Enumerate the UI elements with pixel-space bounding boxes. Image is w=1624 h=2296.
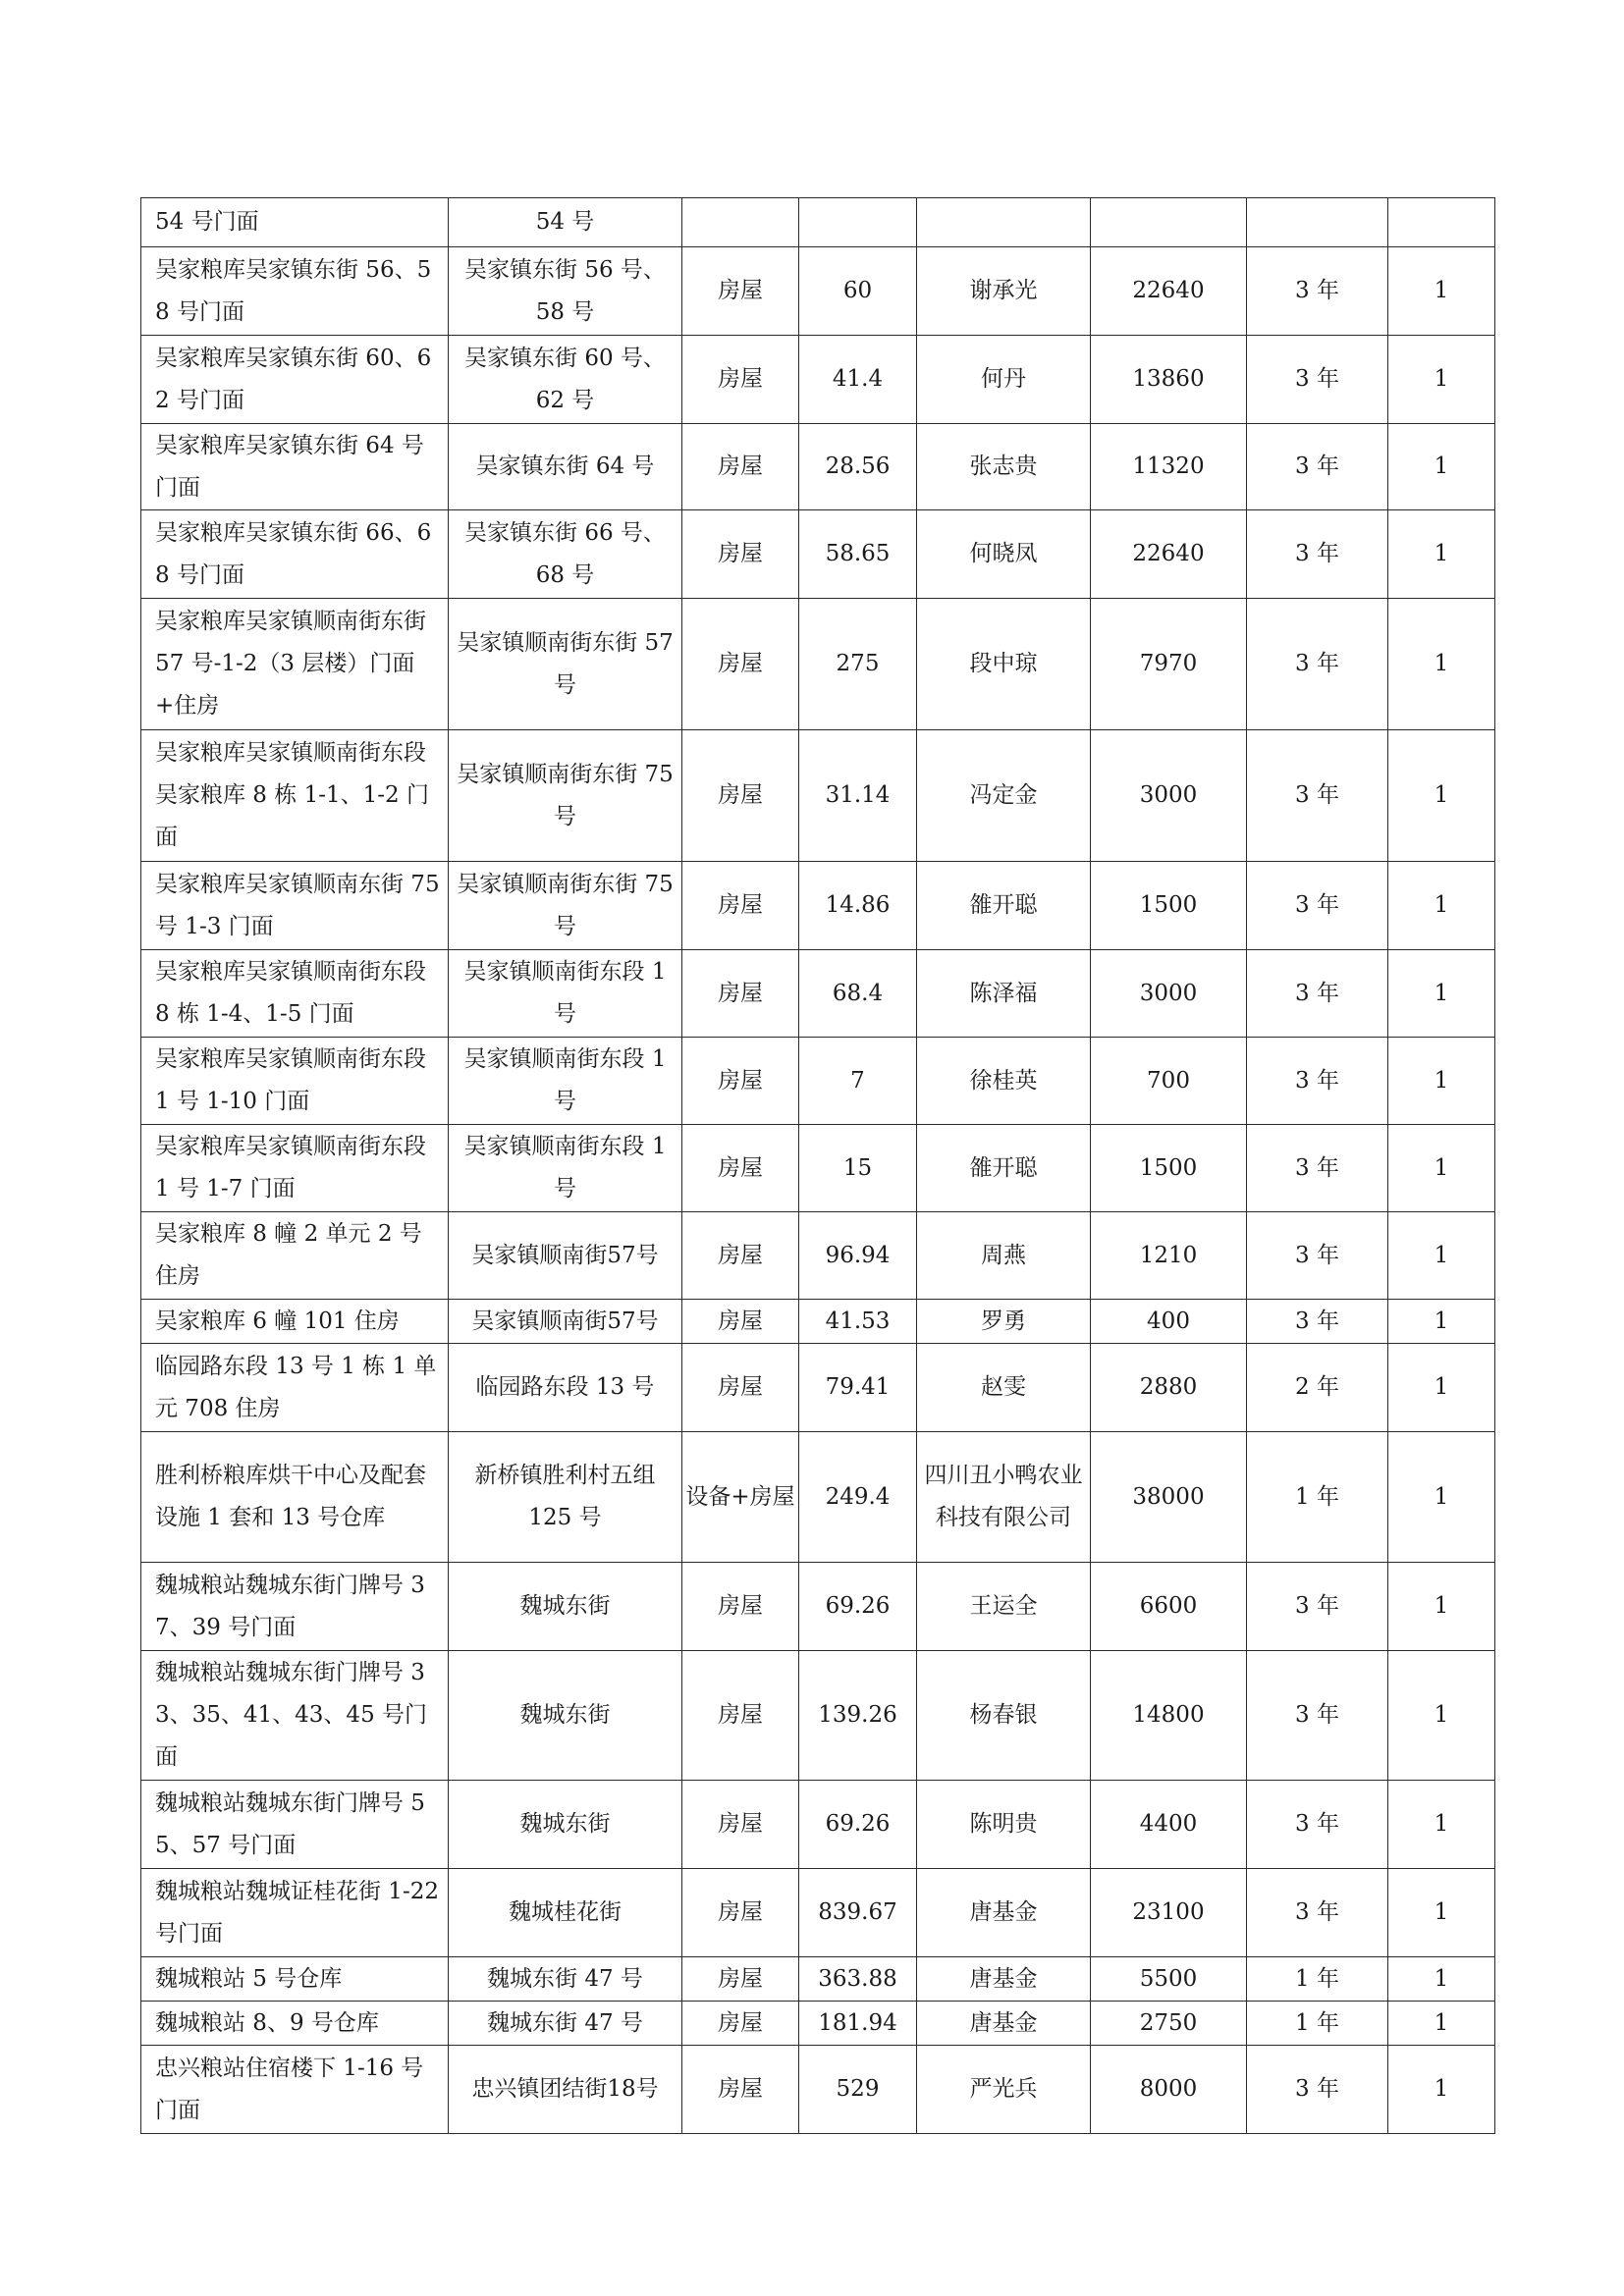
table-row [141, 1781, 1495, 1869]
asset-type-cell: 设备+房屋 [682, 1432, 799, 1563]
rent-cell: 23100 [1091, 1869, 1247, 1957]
count-cell: 1 [1388, 424, 1495, 510]
area-cell: 275 [799, 599, 917, 730]
asset-name-cell: 忠兴粮站住宿楼下 1-16 号门面 [141, 2046, 449, 2134]
term-cell: 3 年 [1247, 599, 1388, 730]
asset-name-cell: 临园路东段 13 号 1 栋 1 单元 708 住房 [141, 1344, 449, 1432]
asset-name-cell: 魏城粮站魏城证桂花街 1-22 号门面 [141, 1869, 449, 1957]
asset-name-cell: 吴家粮库吴家镇顺南街东段 1 号 1-10 门面 [141, 1038, 449, 1125]
table-row [141, 1300, 1495, 1344]
lessee-cell: 谢承光 [917, 247, 1091, 336]
area-cell: 181.94 [799, 2002, 917, 2046]
lessee-cell: 唐基金 [917, 1869, 1091, 1957]
table-row [141, 247, 1495, 336]
asset-type-cell: 房屋 [682, 862, 799, 950]
term-cell: 3 年 [1247, 1125, 1388, 1212]
lessee-cell: 冯定金 [917, 730, 1091, 862]
rent-cell: 1210 [1091, 1212, 1247, 1300]
count-cell: 1 [1388, 336, 1495, 424]
asset-type-cell: 房屋 [682, 1212, 799, 1300]
asset-name-cell: 吴家粮库吴家镇顺南东街 75 号 1-3 门面 [141, 862, 449, 950]
lessee-cell: 陈泽福 [917, 950, 1091, 1038]
rent-cell: 11320 [1091, 424, 1247, 510]
asset-name-cell: 胜利桥粮库烘干中心及配套设施 1 套和 13 号仓库 [141, 1432, 449, 1563]
table-row [141, 950, 1495, 1038]
lessee-cell: 罗勇 [917, 1300, 1091, 1344]
asset-type-cell: 房屋 [682, 1957, 799, 2002]
lessee-cell [917, 198, 1091, 247]
table-row [141, 1432, 1495, 1563]
area-cell: 14.86 [799, 862, 917, 950]
location-cell: 魏城东街 [449, 1563, 682, 1651]
asset-name-cell: 吴家粮库吴家镇顺南街东段吴家粮库 8 栋 1-1、1-2 门面 [141, 730, 449, 862]
location-cell: 忠兴镇团结街18号 [449, 2046, 682, 2134]
lessee-cell: 徐桂英 [917, 1038, 1091, 1125]
asset-name-cell: 魏城粮站魏城东街门牌号 55、57 号门面 [141, 1781, 449, 1869]
lessee-cell: 雒开聪 [917, 1125, 1091, 1212]
asset-type-cell: 房屋 [682, 424, 799, 510]
location-cell: 吴家镇东街 56 号、58 号 [449, 247, 682, 336]
asset-name-cell: 吴家粮库 6 幢 101 住房 [141, 1300, 449, 1344]
count-cell: 1 [1388, 1651, 1495, 1781]
area-cell: 41.53 [799, 1300, 917, 1344]
asset-type-cell: 房屋 [682, 1038, 799, 1125]
term-cell: 3 年 [1247, 2046, 1388, 2134]
asset-type-cell: 房屋 [682, 1125, 799, 1212]
area-cell: 79.41 [799, 1344, 917, 1432]
rent-cell: 3000 [1091, 950, 1247, 1038]
asset-name-cell: 吴家粮库吴家镇顺南街东段 8 栋 1-4、1-5 门面 [141, 950, 449, 1038]
count-cell: 1 [1388, 1300, 1495, 1344]
term-cell: 3 年 [1247, 1212, 1388, 1300]
lease-table [140, 197, 1495, 2134]
rent-cell: 38000 [1091, 1432, 1247, 1563]
term-cell: 1 年 [1247, 2002, 1388, 2046]
table-row [141, 510, 1495, 599]
term-cell: 3 年 [1247, 1563, 1388, 1651]
lessee-cell: 陈明贵 [917, 1781, 1091, 1869]
area-cell [799, 198, 917, 247]
rent-cell: 400 [1091, 1300, 1247, 1344]
location-cell: 吴家镇东街 60 号、62 号 [449, 336, 682, 424]
location-cell: 魏城东街 [449, 1651, 682, 1781]
asset-name-cell: 吴家粮库吴家镇东街 66、68 号门面 [141, 510, 449, 599]
area-cell: 15 [799, 1125, 917, 1212]
area-cell: 58.65 [799, 510, 917, 599]
asset-type-cell: 房屋 [682, 247, 799, 336]
table-row [141, 599, 1495, 730]
rent-cell: 13860 [1091, 336, 1247, 424]
area-cell: 68.4 [799, 950, 917, 1038]
rent-cell: 22640 [1091, 510, 1247, 599]
asset-type-cell: 房屋 [682, 2046, 799, 2134]
table-row [141, 1563, 1495, 1651]
term-cell: 3 年 [1247, 1651, 1388, 1781]
count-cell: 1 [1388, 1212, 1495, 1300]
location-cell: 吴家镇顺南街东段 1 号 [449, 1038, 682, 1125]
term-cell: 3 年 [1247, 1038, 1388, 1125]
table-row [141, 730, 1495, 862]
rent-cell: 700 [1091, 1038, 1247, 1125]
asset-type-cell: 房屋 [682, 599, 799, 730]
location-cell: 新桥镇胜利村五组 125 号 [449, 1432, 682, 1563]
rent-cell: 2750 [1091, 2002, 1247, 2046]
location-cell: 吴家镇东街 64 号 [449, 424, 682, 510]
area-cell: 529 [799, 2046, 917, 2134]
area-cell: 139.26 [799, 1651, 917, 1781]
area-cell: 96.94 [799, 1212, 917, 1300]
count-cell: 1 [1388, 510, 1495, 599]
lessee-cell: 四川丑小鸭农业科技有限公司 [917, 1432, 1091, 1563]
asset-name-cell: 吴家粮库吴家镇顺南街东街 57 号-1-2（3 层楼）门面+住房 [141, 599, 449, 730]
table-row [141, 862, 1495, 950]
lessee-cell: 杨春银 [917, 1651, 1091, 1781]
asset-name-cell: 吴家粮库 8 幢 2 单元 2 号住房 [141, 1212, 449, 1300]
table-row [141, 1869, 1495, 1957]
asset-name-cell: 魏城粮站 5 号仓库 [141, 1957, 449, 2002]
asset-type-cell: 房屋 [682, 950, 799, 1038]
lessee-cell: 王运全 [917, 1563, 1091, 1651]
count-cell: 1 [1388, 1038, 1495, 1125]
asset-type-cell: 房屋 [682, 1651, 799, 1781]
location-cell: 吴家镇东街 66 号、68 号 [449, 510, 682, 599]
term-cell: 3 年 [1247, 1300, 1388, 1344]
location-cell: 吴家镇顺南街东街 57 号 [449, 599, 682, 730]
location-cell: 吴家镇顺南街东街 75 号 [449, 862, 682, 950]
lessee-cell: 赵雯 [917, 1344, 1091, 1432]
term-cell: 1 年 [1247, 1432, 1388, 1563]
lessee-cell: 何晓凤 [917, 510, 1091, 599]
location-cell: 吴家镇顺南街东段 1 号 [449, 1125, 682, 1212]
rent-cell: 4400 [1091, 1781, 1247, 1869]
lessee-cell: 张志贵 [917, 424, 1091, 510]
table-body [141, 198, 1495, 2134]
count-cell: 1 [1388, 1563, 1495, 1651]
table-row [141, 1212, 1495, 1300]
table-row [141, 198, 1495, 247]
area-cell: 41.4 [799, 336, 917, 424]
lessee-cell: 何丹 [917, 336, 1091, 424]
term-cell: 3 年 [1247, 1869, 1388, 1957]
lessee-cell: 唐基金 [917, 2002, 1091, 2046]
asset-type-cell: 房屋 [682, 2002, 799, 2046]
count-cell [1388, 198, 1495, 247]
table-row [141, 1957, 1495, 2002]
asset-type-cell [682, 198, 799, 247]
rent-cell: 22640 [1091, 247, 1247, 336]
term-cell: 3 年 [1247, 862, 1388, 950]
table-row [141, 424, 1495, 510]
lessee-cell: 段中琼 [917, 599, 1091, 730]
table-row [141, 1125, 1495, 1212]
asset-name-cell: 吴家粮库吴家镇顺南街东段 1 号 1-7 门面 [141, 1125, 449, 1212]
rent-cell: 3000 [1091, 730, 1247, 862]
asset-name-cell: 吴家粮库吴家镇东街 56、58 号门面 [141, 247, 449, 336]
area-cell: 31.14 [799, 730, 917, 862]
lessee-cell: 严光兵 [917, 2046, 1091, 2134]
asset-type-cell: 房屋 [682, 1869, 799, 1957]
table-row [141, 2002, 1495, 2046]
lessee-cell: 唐基金 [917, 1957, 1091, 2002]
rent-cell: 14800 [1091, 1651, 1247, 1781]
table-row [141, 336, 1495, 424]
rent-cell: 6600 [1091, 1563, 1247, 1651]
asset-name-cell: 魏城粮站魏城东街门牌号 37、39 号门面 [141, 1563, 449, 1651]
count-cell: 1 [1388, 2046, 1495, 2134]
asset-type-cell: 房屋 [682, 1563, 799, 1651]
count-cell: 1 [1388, 1957, 1495, 2002]
rent-cell [1091, 198, 1247, 247]
rent-cell: 1500 [1091, 1125, 1247, 1212]
asset-type-cell: 房屋 [682, 730, 799, 862]
asset-name-cell: 魏城粮站魏城东街门牌号 33、35、41、43、45 号门面 [141, 1651, 449, 1781]
location-cell: 临园路东段 13 号 [449, 1344, 682, 1432]
location-cell: 吴家镇顺南街东段 1 号 [449, 950, 682, 1038]
location-cell: 魏城桂花街 [449, 1869, 682, 1957]
area-cell: 249.4 [799, 1432, 917, 1563]
location-cell: 吴家镇顺南街57号 [449, 1300, 682, 1344]
asset-name-cell: 魏城粮站 8、9 号仓库 [141, 2002, 449, 2046]
table-row [141, 1344, 1495, 1432]
term-cell: 3 年 [1247, 336, 1388, 424]
lessee-cell: 雒开聪 [917, 862, 1091, 950]
term-cell: 3 年 [1247, 424, 1388, 510]
table-row [141, 1651, 1495, 1781]
count-cell: 1 [1388, 1781, 1495, 1869]
location-cell: 魏城东街 47 号 [449, 2002, 682, 2046]
table-row [141, 1038, 1495, 1125]
term-cell: 3 年 [1247, 950, 1388, 1038]
count-cell: 1 [1388, 1344, 1495, 1432]
asset-type-cell: 房屋 [682, 336, 799, 424]
asset-name-cell: 吴家粮库吴家镇东街 60、62 号门面 [141, 336, 449, 424]
count-cell: 1 [1388, 2002, 1495, 2046]
area-cell: 28.56 [799, 424, 917, 510]
count-cell: 1 [1388, 1432, 1495, 1563]
location-cell: 吴家镇顺南街57号 [449, 1212, 682, 1300]
asset-name-cell: 吴家粮库吴家镇东街 64 号门面 [141, 424, 449, 510]
term-cell: 2 年 [1247, 1344, 1388, 1432]
area-cell: 839.67 [799, 1869, 917, 1957]
location-cell: 魏城东街 [449, 1781, 682, 1869]
term-cell: 3 年 [1247, 1781, 1388, 1869]
location-cell: 54 号 [449, 198, 682, 247]
asset-type-cell: 房屋 [682, 1300, 799, 1344]
area-cell: 363.88 [799, 1957, 917, 2002]
count-cell: 1 [1388, 599, 1495, 730]
rent-cell: 1500 [1091, 862, 1247, 950]
asset-type-cell: 房屋 [682, 1781, 799, 1869]
location-cell: 吴家镇顺南街东街 75 号 [449, 730, 682, 862]
area-cell: 60 [799, 247, 917, 336]
asset-type-cell: 房屋 [682, 1344, 799, 1432]
table-row [141, 2046, 1495, 2134]
rent-cell: 2880 [1091, 1344, 1247, 1432]
area-cell: 69.26 [799, 1563, 917, 1651]
term-cell: 3 年 [1247, 730, 1388, 862]
area-cell: 69.26 [799, 1781, 917, 1869]
term-cell [1247, 198, 1388, 247]
count-cell: 1 [1388, 862, 1495, 950]
count-cell: 1 [1388, 247, 1495, 336]
location-cell: 魏城东街 47 号 [449, 1957, 682, 2002]
rent-cell: 7970 [1091, 599, 1247, 730]
count-cell: 1 [1388, 950, 1495, 1038]
count-cell: 1 [1388, 1125, 1495, 1212]
term-cell: 1 年 [1247, 1957, 1388, 2002]
term-cell: 3 年 [1247, 247, 1388, 336]
count-cell: 1 [1388, 1869, 1495, 1957]
rent-cell: 8000 [1091, 2046, 1247, 2134]
count-cell: 1 [1388, 730, 1495, 862]
lessee-cell: 周燕 [917, 1212, 1091, 1300]
asset-name-cell: 54 号门面 [141, 198, 449, 247]
rent-cell: 5500 [1091, 1957, 1247, 2002]
term-cell: 3 年 [1247, 510, 1388, 599]
area-cell: 7 [799, 1038, 917, 1125]
asset-type-cell: 房屋 [682, 510, 799, 599]
